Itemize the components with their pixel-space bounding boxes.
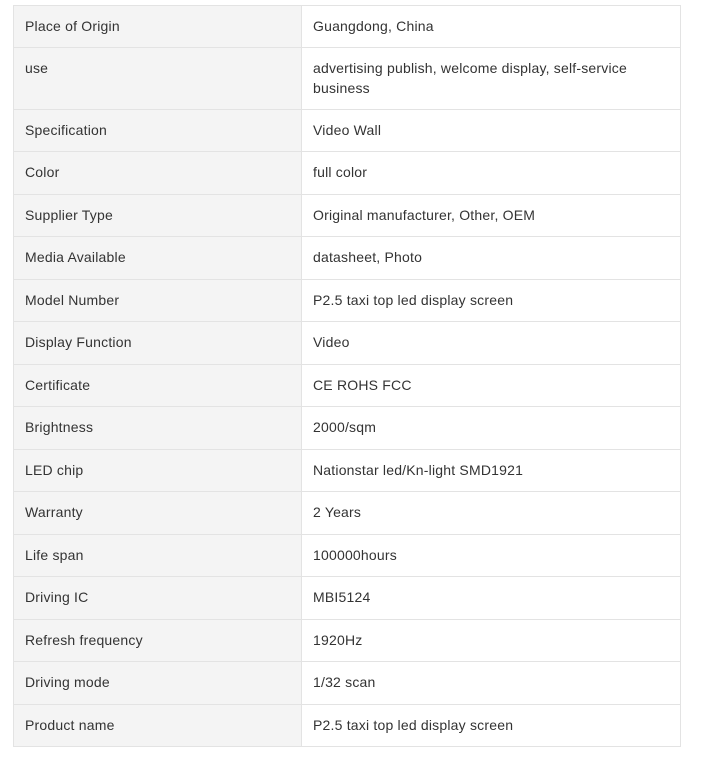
table-row (14, 407, 681, 450)
table-row (14, 662, 681, 705)
row-value: MBI5124 (302, 577, 681, 620)
table-row (14, 577, 681, 620)
row-value: datasheet, Photo (302, 237, 681, 280)
row-value: P2.5 taxi top led display screen (302, 280, 681, 322)
row-value: Video Wall (302, 110, 681, 152)
row-label: Driving mode (14, 662, 302, 705)
table-row (14, 152, 681, 195)
row-value: full color (302, 152, 681, 195)
row-value: Video (302, 322, 681, 365)
row-value: advertising publish, welcome display, self-service business (302, 48, 681, 110)
row-label: Color (14, 152, 302, 195)
row-label: Product name (14, 705, 302, 747)
row-label: Model Number (14, 280, 302, 322)
row-value: Original manufacturer, Other, OEM (302, 195, 681, 237)
row-value: 2000/sqm (302, 407, 681, 450)
table-row (14, 6, 681, 48)
row-value: Nationstar led/Kn-light SMD1921 (302, 450, 681, 492)
table-row (14, 322, 681, 365)
row-label: Place of Origin (14, 6, 302, 48)
row-label: LED chip (14, 450, 302, 492)
row-value: Guangdong, China (302, 6, 681, 48)
row-value: 100000hours (302, 535, 681, 577)
row-label: Refresh frequency (14, 620, 302, 662)
row-label: use (14, 48, 302, 110)
row-label: Certificate (14, 365, 302, 407)
row-label: Media Available (14, 237, 302, 280)
table-row (14, 195, 681, 237)
table-row (14, 48, 681, 110)
row-label: Display Function (14, 322, 302, 365)
row-value: 1920Hz (302, 620, 681, 662)
table-row (14, 237, 681, 280)
spec-table-body (14, 6, 681, 747)
table-row (14, 492, 681, 535)
row-label: Warranty (14, 492, 302, 535)
row-value: 1/32 scan (302, 662, 681, 705)
table-row (14, 365, 681, 407)
table-row (14, 705, 681, 747)
table-row (14, 450, 681, 492)
table-row (14, 535, 681, 577)
table-row (14, 620, 681, 662)
row-label: Life span (14, 535, 302, 577)
row-value: P2.5 taxi top led display screen (302, 705, 681, 747)
row-value: 2 Years (302, 492, 681, 535)
spec-table (13, 5, 681, 747)
row-value: CE ROHS FCC (302, 365, 681, 407)
table-row (14, 110, 681, 152)
row-label: Supplier Type (14, 195, 302, 237)
row-label: Brightness (14, 407, 302, 450)
row-label: Driving IC (14, 577, 302, 620)
row-label: Specification (14, 110, 302, 152)
table-row (14, 280, 681, 322)
